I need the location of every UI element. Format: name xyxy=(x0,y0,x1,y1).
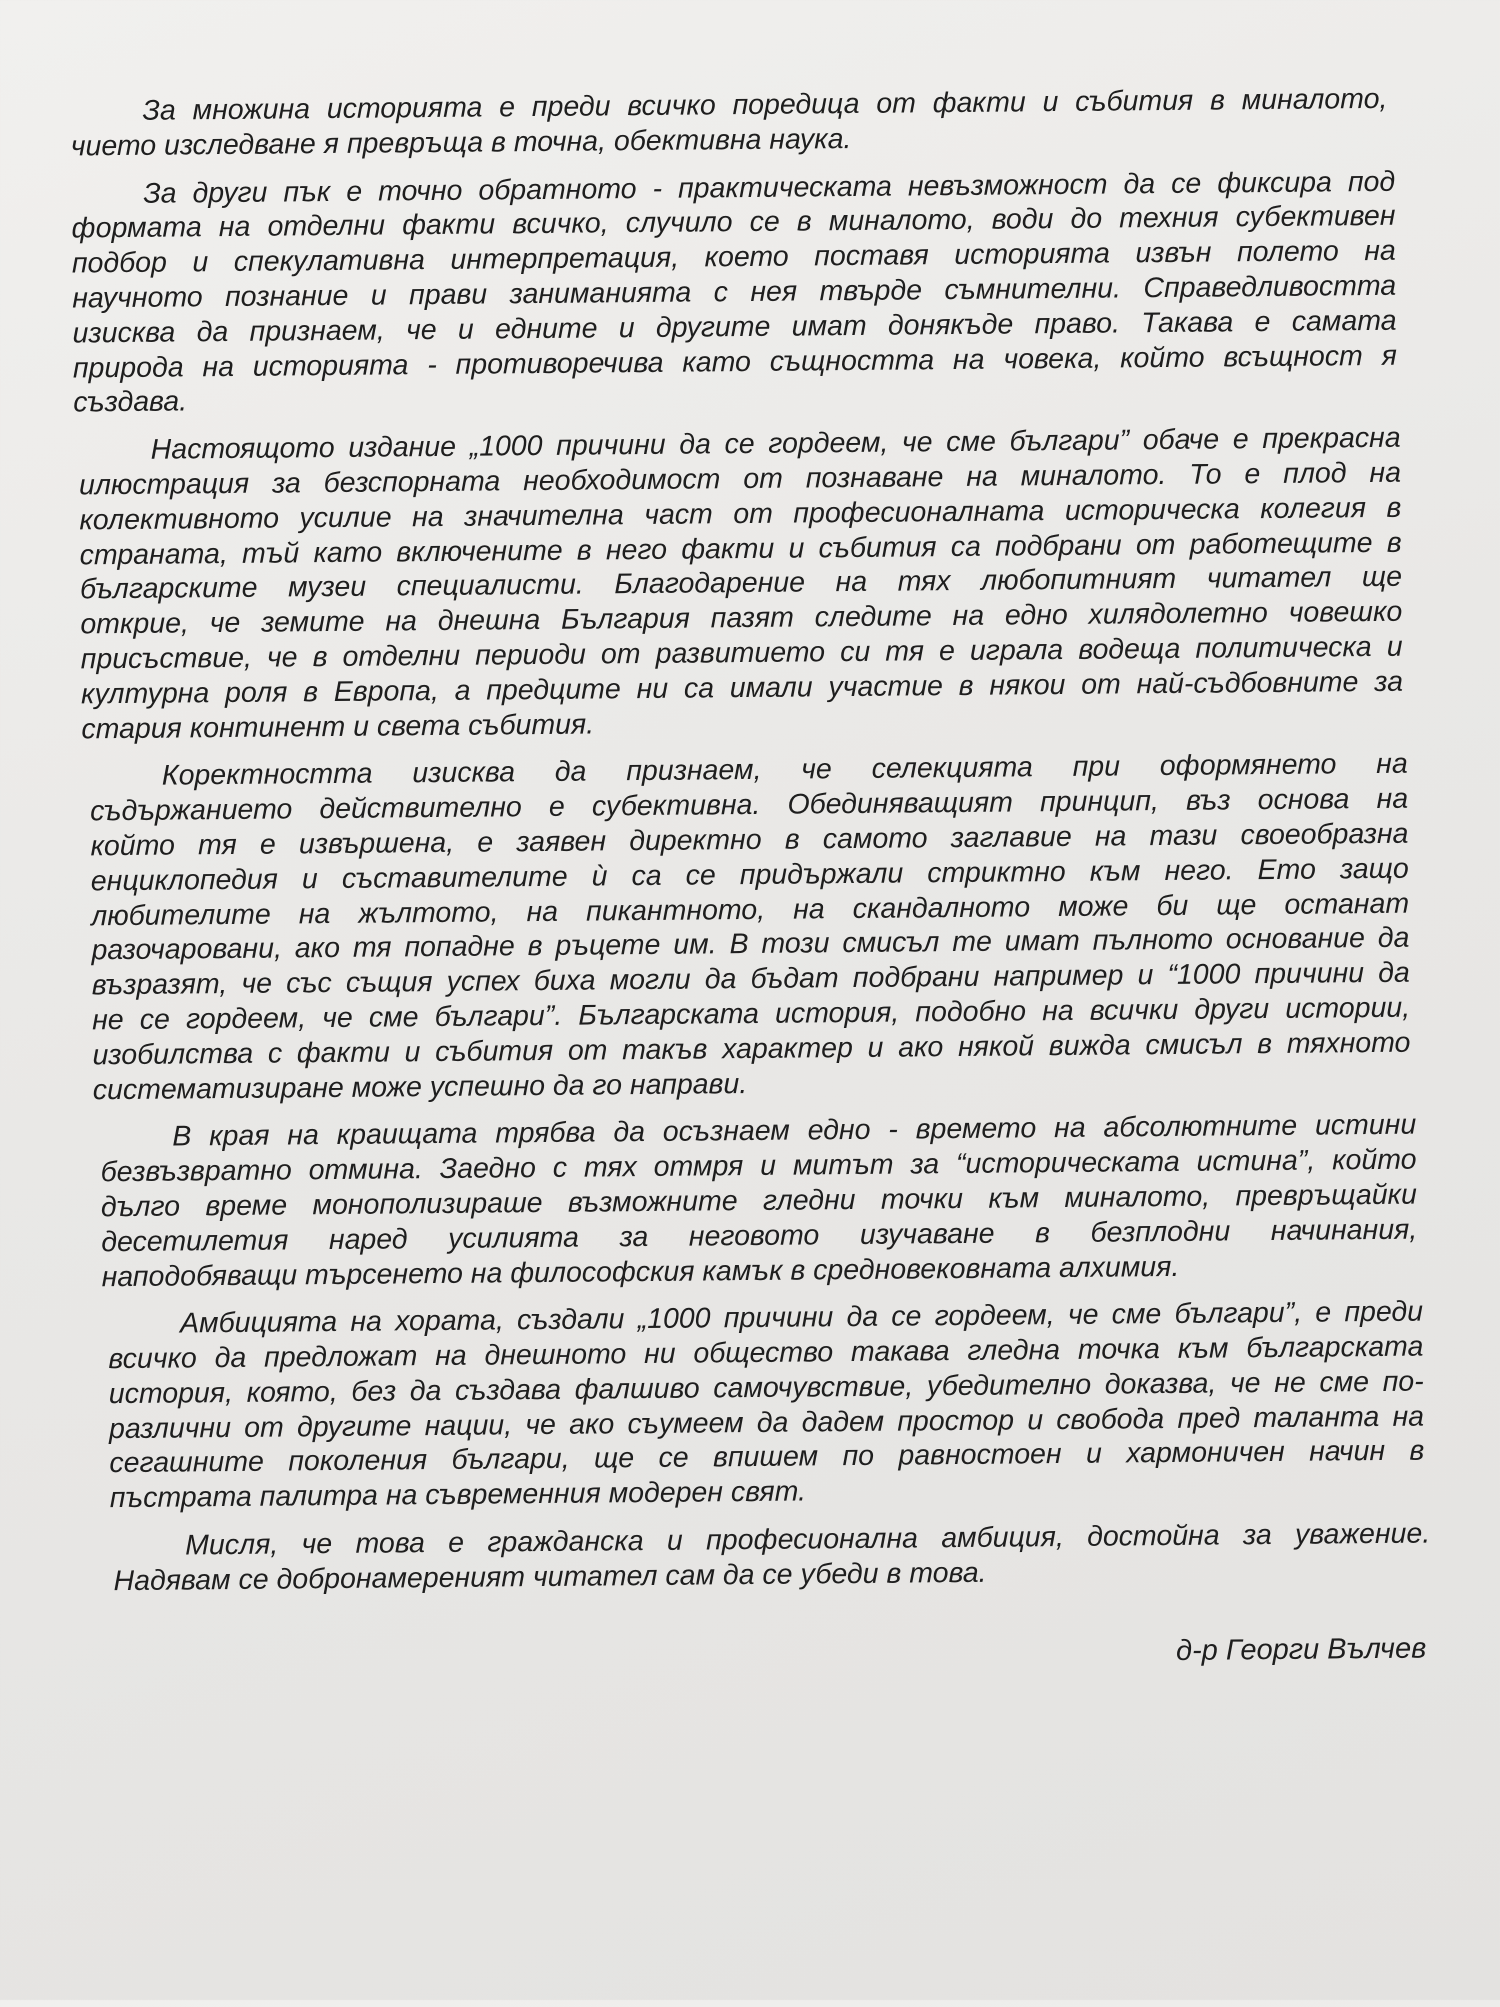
text-line: разочаровани, ако тя попадне в ръцете им. В този смисъл те имат пълното основание да xyxy=(91,921,1410,967)
text-line: всичко да предложат на днешното ни общество такава гледна точка към българската xyxy=(108,1330,1424,1376)
text-line: Амбицията на хората, създали „1000 причини да се гордеем, че сме българи”, е преди xyxy=(179,1295,1424,1340)
text-line: В края на краищата трябва да осъзнаем едно - времето на абсолютните истини xyxy=(172,1108,1417,1153)
text-line: научното познание и прави заниманията с нея твърде съмнителни. Справедливостта xyxy=(72,269,1397,315)
paragraph-2 xyxy=(71,164,1397,420)
author-signature: д-р Георги Вълчев xyxy=(1175,1632,1427,1667)
text-line: възразят, че със същия успех биха могли да бъдат подбрани например и “1000 причини да xyxy=(91,956,1410,1002)
text-line: стария континент и света събития. xyxy=(81,708,595,745)
text-line: подбор и спекулативна интерпретация, което поставя историята извън полето на xyxy=(71,234,1396,280)
text-line: различни от другите нации, че ако съумеем да дадем простор и свобода пред таланта на xyxy=(108,1400,1425,1445)
text-line: Надявам се добронамереният читател сам да се убеди в това. xyxy=(113,1556,987,1598)
text-line: сегашните поколения българи, ще се впишем по равностоен и хармоничен начин в xyxy=(109,1435,1425,1480)
document-body xyxy=(0,81,1500,1680)
paragraph-4 xyxy=(90,747,1411,1108)
paragraph-1 xyxy=(70,82,1388,164)
text-line: природа на историята - противоречива като същността на човека, който всъщност я xyxy=(72,339,1397,385)
text-line: За други пък е точно обратното - практическата невъзможност да се фиксира под xyxy=(143,165,1396,210)
text-line: десетилетия наред усилията за неговото изучаване в безплодни начинания, xyxy=(101,1213,1418,1258)
text-line: пъстрата палитра на съвременния модерен свят. xyxy=(109,1475,807,1515)
text-line: културна роля в Европа, а предците ни са имали участие в някои от най-съдбовните за xyxy=(80,665,1404,711)
text-line: страната, тъй като включените в него факти и събития са подбрани от работещите в xyxy=(79,526,1402,571)
text-line: българските музеи специалисти. Благодарение на тях любопитният читател ще xyxy=(79,561,1403,606)
text-line: изисква да признаем, че и едните и другите имат донякъде право. Такава е самата xyxy=(72,304,1397,350)
text-line: който тя е извършена, е заявен директно в самото заглавие на тази своеобразна xyxy=(90,817,1409,863)
paragraph-5 xyxy=(100,1108,1418,1295)
text-line: присъствие, че в отделни периоди от развитието си тя е играла водеща политическа и xyxy=(80,630,1403,676)
text-line: систематизиране може успешно да го направи. xyxy=(92,1067,748,1106)
text-line: За множина историята е преди всичко поредица от факти и събития в миналото, xyxy=(142,82,1388,127)
text-line: дълго време монополизираше възможните гледни точки към миналото, превръщайки xyxy=(100,1178,1418,1224)
text-line: наподобяващи търсенето на философския камък в средновековната алхимия. xyxy=(101,1250,1180,1293)
text-line: Настоящото издание „1000 причини да се гордеем, че сме българи” обаче е прекрасна xyxy=(150,421,1401,466)
text-line: създава. xyxy=(73,385,188,419)
text-line: открие, че земите на днешна България пазят следите на едно хилядолетно човешко xyxy=(80,595,1403,641)
paragraph-6 xyxy=(108,1295,1425,1516)
paragraph-3 xyxy=(79,421,1404,747)
text-line: колективното усилие на значителна част от професионалната историческа колегия в xyxy=(79,491,1402,537)
text-line: история, която, без да създава фалшиво самочувствие, убедително доказва, че не сме по- xyxy=(108,1365,1424,1411)
text-line: чието изследване я превръща в точна, обективна наука. xyxy=(70,122,852,163)
text-line: изобилства с факти и събития от такъв характер и ако някой вижда смисъл в тяхното xyxy=(92,1026,1411,1072)
text-line: не се гордеем, че сме българи”. Българската история, подобно на всички други истории, xyxy=(92,991,1411,1037)
text-line: безвъзвратно отмина. Заедно с тях отмря и митът за “историческата истина”, който xyxy=(100,1143,1417,1189)
text-line: любителите на жълтото, на пикантното, на скандалното може би ще останат xyxy=(91,887,1410,932)
paragraph-7 xyxy=(113,1517,1431,1599)
text-line: Коректността изисква да признаем, че селекцията при оформянето на xyxy=(161,748,1408,792)
text-line: съдържанието действително е субективна. Обединяващият принцип, въз основа на xyxy=(90,782,1409,828)
text-line: Мисля, че това е гражданска и професионална амбиция, достойна за уважение. xyxy=(185,1517,1431,1562)
text-line: формата на отделни факти всичко, случило се в миналото, води до техния субективен xyxy=(71,200,1396,245)
text-line: илюстрация за безспорната необходимост от познаване на миналото. То е плод на xyxy=(78,456,1402,502)
text-line: енциклопедия и съставителите ѝ са се придържали стриктно към него. Ето защо xyxy=(90,852,1409,898)
